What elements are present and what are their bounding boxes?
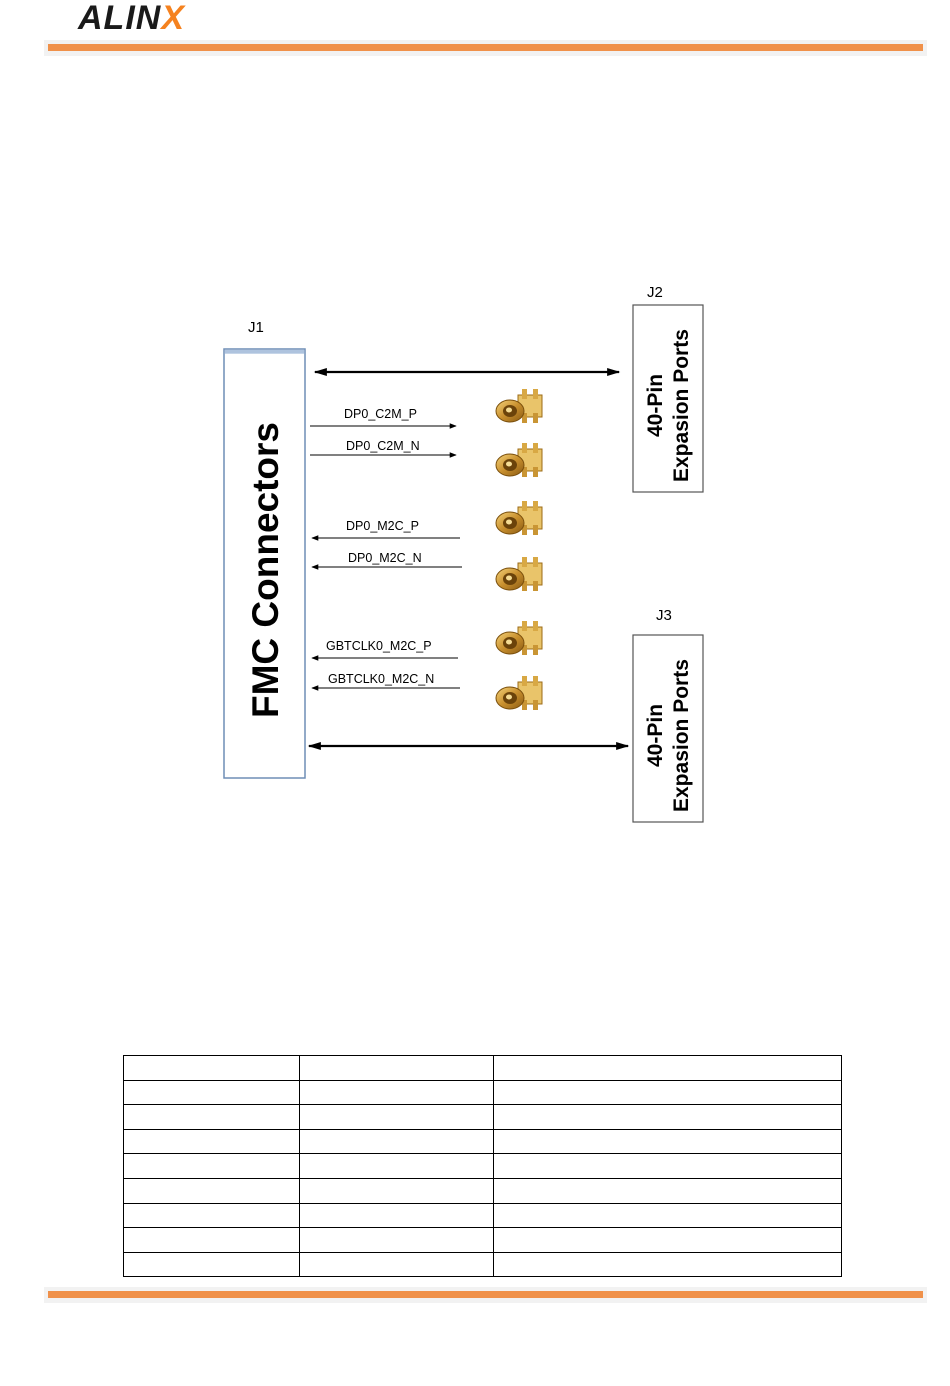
fmc-ref-label: J1 [248,319,264,336]
j2-ref-label: J2 [647,284,663,301]
table-cell [124,1252,300,1277]
sma-connector-icon [496,443,542,477]
table-row [124,1228,842,1253]
signal-label: DP0_M2C_N [348,551,422,565]
pin-assignment-table [123,1055,842,1277]
signal-label: DP0_C2M_N [346,439,420,453]
logo-text: ALINX [78,0,186,34]
table-cell [494,1080,842,1105]
table-cell [494,1105,842,1130]
table-cell [494,1203,842,1228]
sma-connector-icon [496,501,542,535]
table-cell [300,1105,494,1130]
table-cell [300,1228,494,1253]
table-cell [124,1056,300,1081]
table-cell [124,1178,300,1203]
j3-label-line2: Expasion Ports [670,659,693,812]
table-cell [124,1080,300,1105]
table-cell [300,1080,494,1105]
signal-label: GBTCLK0_M2C_N [328,672,435,686]
fmc-connector-label: FMC Connectors [245,422,286,718]
table-row [124,1178,842,1203]
table-cell [124,1105,300,1130]
table-row [124,1080,842,1105]
table-cell [300,1154,494,1179]
sma-connector-icon [496,557,542,591]
table-cell [494,1129,842,1154]
table-cell [300,1129,494,1154]
sma-connector-icon [496,621,542,655]
table-cell [124,1154,300,1179]
table-cell [300,1056,494,1081]
signal-label: GBTCLK0_M2C_P [326,639,432,653]
table-cell [124,1203,300,1228]
signal-label: DP0_C2M_P [344,407,417,421]
sma-connector-icon [496,389,542,423]
table-cell [494,1056,842,1081]
table-row [124,1105,842,1130]
table-cell [494,1252,842,1277]
table-cell [124,1129,300,1154]
j2-label-line1: 40-Pin [644,373,667,437]
j3-ref-label: J3 [656,607,672,624]
table-row [124,1252,842,1277]
table-row [124,1056,842,1081]
signal-label: DP0_M2C_P [346,519,419,533]
j2-label-line2: Expasion Ports [670,329,693,482]
table-row [124,1129,842,1154]
table-row [124,1154,842,1179]
footer-rule [48,1291,923,1298]
table-cell [494,1178,842,1203]
table-cell [494,1154,842,1179]
table-cell [300,1178,494,1203]
sma-connector-icon [496,676,542,710]
table-cell [124,1228,300,1253]
table-cell [300,1252,494,1277]
table-cell [300,1203,494,1228]
table-row [124,1203,842,1228]
table-cell [494,1228,842,1253]
j3-label-line1: 40-Pin [644,703,667,767]
